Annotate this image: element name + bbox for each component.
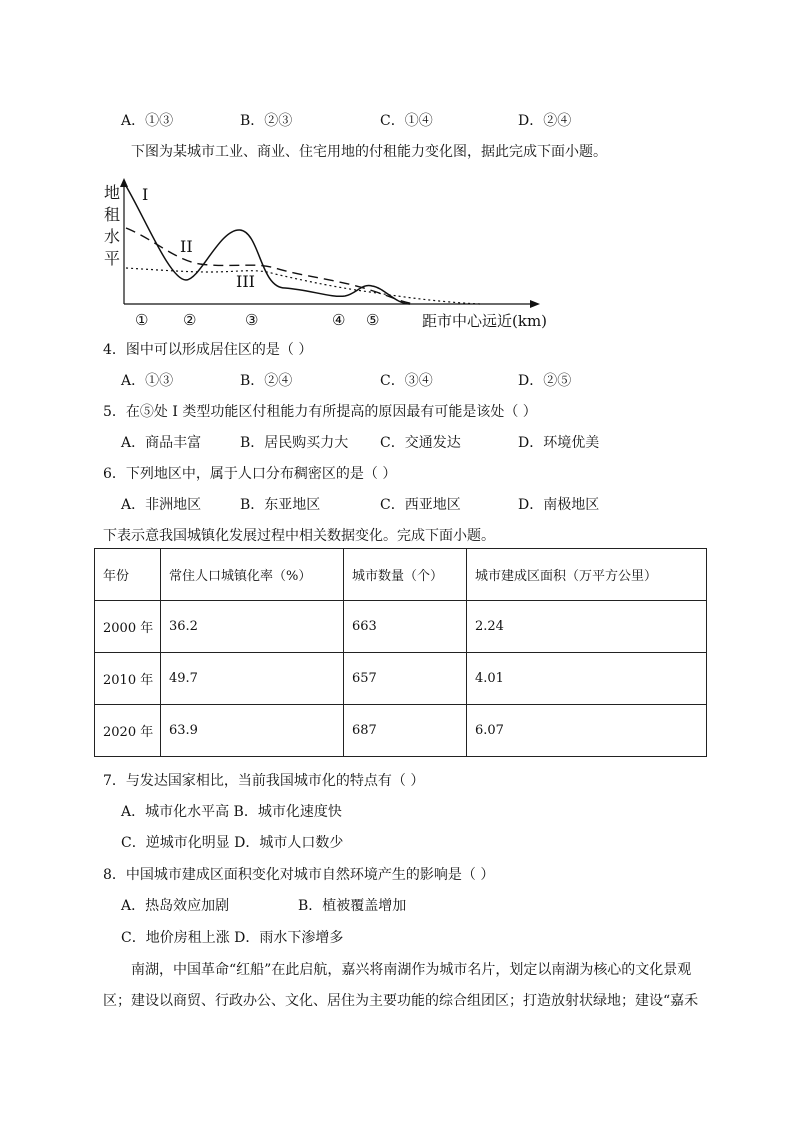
- y-label-char-4: 平: [104, 249, 121, 268]
- y-label-char-1: 地: [104, 183, 121, 202]
- q6-stem: 6．下列地区中，属于人口分布稠密区的是（ ）: [103, 466, 397, 482]
- curve-label-I: I: [142, 185, 149, 204]
- y-label-char-2: 租: [104, 205, 121, 224]
- q3-option-d: D．②④: [518, 113, 572, 129]
- q6-option-d: D．南极地区: [518, 497, 600, 513]
- q7-options-line1: A．城市化水平高 B．城市化速度快: [121, 804, 342, 820]
- table-cell: 6.07: [467, 705, 707, 757]
- q8-stem: 8．中国城市建成区面积变化对城市自然环境产生的影响是（ ）: [103, 867, 495, 883]
- paragraph-line-1: 南湖，中国革命“红船”在此启航，嘉兴将南湖作为城市名片，划定以南湖为核心的文化景观: [131, 962, 692, 978]
- table-cell: 2010 年: [95, 653, 161, 705]
- table-cell: 49.7: [161, 653, 344, 705]
- q5-option-a: A．商品丰富: [121, 435, 202, 451]
- q6-option-a: A．非洲地区: [121, 497, 202, 513]
- table-cell: 4.01: [467, 653, 707, 705]
- q5-stem: 5．在⑤处 I 类型功能区付租能力有所提高的原因最有可能是该处（ ）: [103, 404, 537, 420]
- q6-option-c: C．西亚地区: [380, 497, 461, 513]
- table-cell: 63.9: [161, 705, 344, 757]
- series-line-I: [126, 186, 410, 304]
- x-marker-1: ①: [135, 311, 149, 329]
- q5-option-b: B．居民购买力大: [240, 435, 349, 451]
- y-label-char-3: 水: [104, 227, 121, 246]
- x-axis-arrow: [530, 300, 540, 308]
- q4-stem: 4．图中可以形成居住区的是（ ）: [103, 342, 313, 358]
- q7-stem: 7．与发达国家相比，当前我国城市化的特点有（ ）: [103, 773, 425, 789]
- table-header-cell: 常住人口城镇化率（%）: [161, 549, 344, 601]
- q3-option-c: C．①④: [380, 113, 433, 129]
- urbanization-table: [94, 548, 707, 757]
- x-marker-4: ④: [332, 311, 346, 329]
- intro-chart: 下图为某城市工业、商业、住宅用地的付租能力变化图，据此完成下面小题。: [131, 144, 607, 160]
- table-cell: 687: [344, 705, 467, 757]
- table-header-cell: 城市建成区面积（万平方公里）: [467, 549, 707, 601]
- x-axis-label: 距市中心远近(km): [422, 312, 548, 330]
- series-line-III: [126, 268, 480, 304]
- q6-option-b: B．东亚地区: [240, 497, 321, 513]
- table-cell: 36.2: [161, 601, 344, 653]
- q4-option-a: A．①③: [121, 373, 174, 389]
- q8-option-b: B．植被覆盖增加: [298, 898, 407, 914]
- q3-option-a: A．①③: [121, 113, 174, 129]
- x-marker-2: ②: [183, 311, 197, 329]
- q4-option-d: D．②⑤: [518, 373, 572, 389]
- q5-option-d: D．环境优美: [518, 435, 600, 451]
- y-axis-arrow: [120, 178, 128, 187]
- table-cell: 2.24: [467, 601, 707, 653]
- table-cell: 663: [344, 601, 467, 653]
- paragraph-line-2: 区；建设以商贸、行政办公、文化、居住为主要功能的综合组团区；打造放射状绿地；建设“嘉禾: [103, 993, 699, 1009]
- table-cell: 2000 年: [95, 601, 161, 653]
- table-header-row: [95, 549, 707, 601]
- rent-chart: [100, 178, 570, 338]
- table-cell: 657: [344, 653, 467, 705]
- q3-option-b: B．②③: [240, 113, 293, 129]
- curve-label-III: III: [236, 272, 255, 291]
- q8-options-line2: C．地价房租上涨 D．雨水下渗增多: [121, 930, 344, 946]
- q5-option-c: C．交通发达: [380, 435, 461, 451]
- q4-option-c: C．③④: [380, 373, 433, 389]
- table-row: [95, 601, 707, 653]
- q8-option-a: A．热岛效应加剧: [121, 898, 230, 914]
- q7-options-line2: C．逆城市化明显 D．城市人口数少: [121, 835, 344, 851]
- x-marker-5: ⑤: [366, 311, 380, 329]
- curve-label-II: II: [180, 237, 193, 256]
- x-marker-3: ③: [245, 311, 259, 329]
- q4-option-b: B．②④: [240, 373, 293, 389]
- table-header-cell: 城市数量（个）: [344, 549, 467, 601]
- intro-table: 下表示意我国城镇化发展过程中相关数据变化。完成下面小题。: [103, 528, 495, 544]
- table-cell: 2020 年: [95, 705, 161, 757]
- table-header-cell: 年份: [95, 549, 161, 601]
- table-row: [95, 653, 707, 705]
- table-row: [95, 705, 707, 757]
